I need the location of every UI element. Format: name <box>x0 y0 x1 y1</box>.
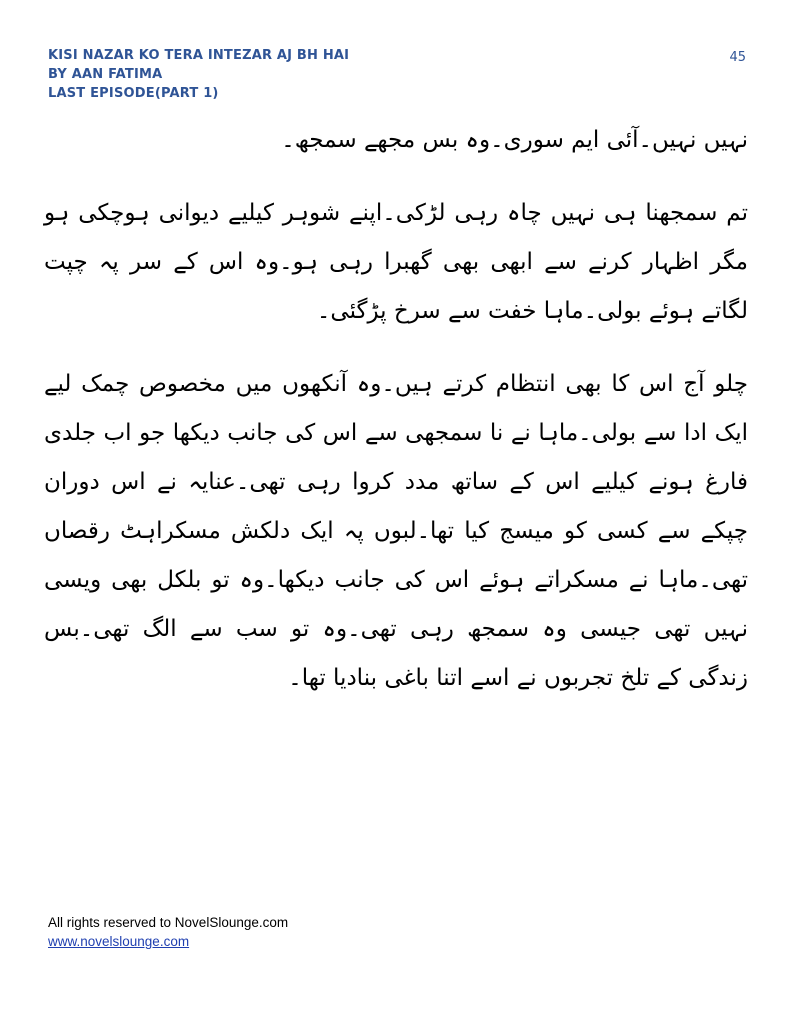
paragraph-1: نہیں نہیں۔آئی ایم سوری۔وہ بس مجھے سمجھ۔ <box>281 127 748 153</box>
story-body <box>44 116 748 727</box>
document-header <box>48 46 349 103</box>
episode-line: LAST EPISODE(PART 1) <box>48 86 219 101</box>
page-number: 45 <box>729 50 746 65</box>
novel-title: KISI NAZAR KO TERA INTEZAR AJ BH HAI <box>48 48 350 63</box>
rights-notice: All rights reserved to NovelSlounge.com <box>48 915 289 930</box>
paragraph-2: تم سمجھنا ہی نہیں چاہ رہی لڑکی۔اپنے شوہر کیلیے دیوانی ہوچکی ہو مگر اظہار کرنے سے ابھی بھی گھبرا رہی ہو۔وہ اس کے سر پہ چپت لگاتے ہوئے بولی۔ماہا خفت سے سرخ پڑگئی۔ <box>44 200 748 324</box>
website-link[interactable]: www.novelslounge.com <box>48 934 190 949</box>
paragraph-3: چلو آج اس کا بھی انتظام کرتے ہیں۔وہ آنکھوں میں مخصوص چمک لیے ایک ادا سے بولی۔ماہا نے نا سمجھی سے اس کی جانب دیکھا جو اب جلدی فارغ ہونے کیلیے اس کے ساتھ مدد کروا رہی تھی۔عنایہ نے اس دوران چپکے سے کسی کو میسج کیا تھا۔لبوں پہ ایک دلکش مسکراہٹ رقصاں تھی۔ماہا نے مسکراتے ہوئے اس کی جانب دیکھا۔وہ تو بلکل بھی ویسی نہیں تھی جیسی وہ سمجھ رہی تھی۔وہ تو سب سے الگ تھی۔بس زندگی کے تلخ تجربوں نے اسے اتنا باغی بنادیا تھا۔ <box>44 371 748 691</box>
author-line: BY AAN FATIMA <box>48 67 163 82</box>
document-footer <box>48 913 288 951</box>
